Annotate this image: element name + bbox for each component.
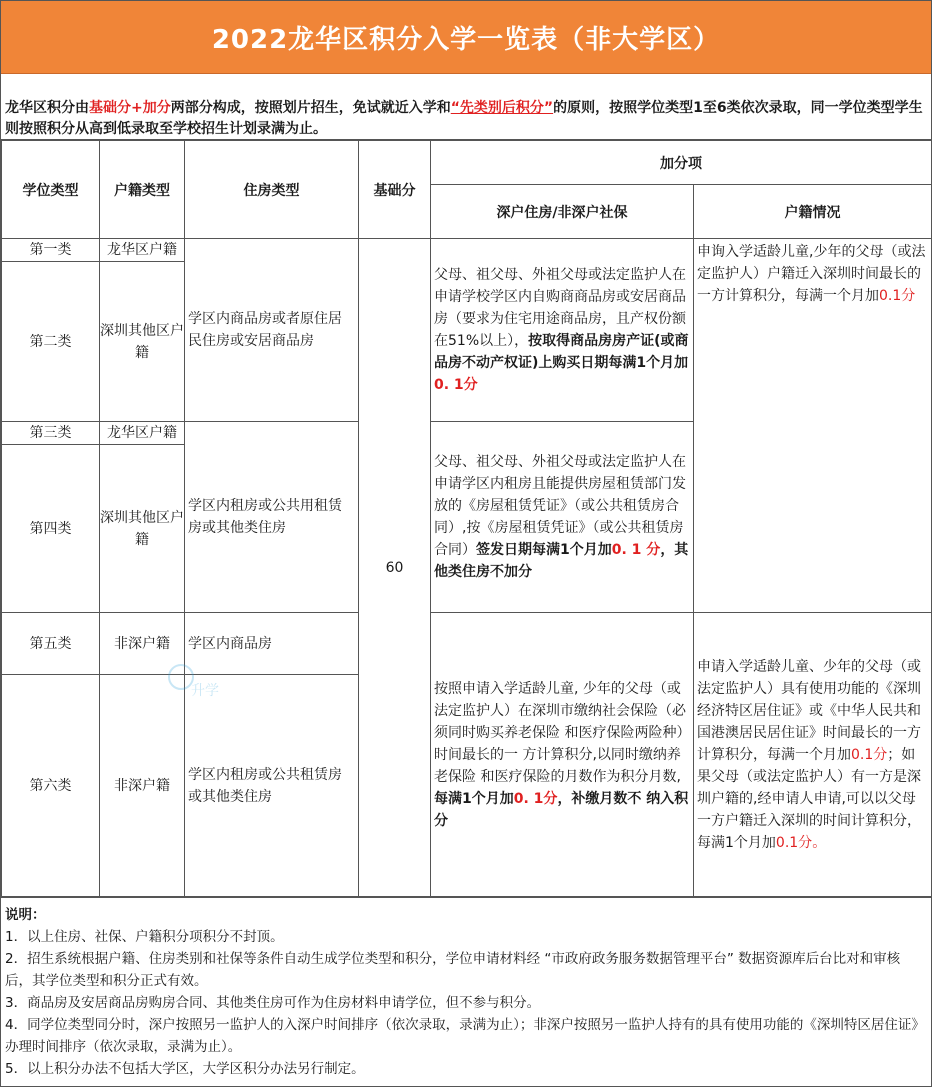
bonus-housing-b-text: 父母、祖父母、外祖父母或法定监护人在申请学区内租房且能提供房屋租赁部门发放的《房屋租赁凭证》（或公共租赁房合同）,按《房屋租赁凭证》（或公共租赁房合同）	[434, 454, 686, 558]
note-item: 4．同学位类型同分时，深户按照另一监护人的入深户时间排序（依次录取，录满为止）；非深户按照另一监护人持有的具有使用功能的《深圳特区居住证》办理时间排序（依次录取，录满为止）。	[5, 1017, 925, 1055]
housing-6: 学区内租房或公共租赁房或其他类住房	[185, 675, 359, 897]
bonus-housing-c-text: 按照申请入学适龄儿童, 少年的父母（或法定监护人）在深圳市缴纳社会保险（必须同时购买养老保险 和医疗保险两险种）时间最长的一 方计算积分,以同时缴纳养老保险 和医疗保险的月数作为积分月数,	[434, 680, 686, 785]
page-title: 2022龙华区积分入学一览表（非大学区）	[1, 1, 931, 74]
watermark-logo-icon	[161, 661, 231, 701]
bonus-housing-a	[431, 239, 694, 422]
header-school-type: 学位类型	[2, 141, 100, 239]
note-item: 5．以上积分办法不包括大学区，大学区积分办法另行制定。	[5, 1061, 365, 1077]
bonus-housing-a-value: 0. 1分	[434, 377, 478, 393]
bonus-housing-b	[431, 422, 694, 613]
admission-table	[1, 140, 932, 897]
note-item: 1．以上住房、社保、户籍积分项积分不封顶。	[5, 929, 284, 945]
intro-text-3: 的原则，按照学位类型1至6类依次录取，同一学位类型学生则按照积分从高到低录取至学校招生计划录满为止。	[5, 100, 923, 137]
intro-text-1: 龙华区积分由	[5, 100, 89, 116]
row5-hukou: 非深户籍	[100, 613, 185, 675]
bonus-housing-c	[431, 613, 694, 897]
intro-highlight-score: 基础分+加分	[89, 100, 171, 116]
bonus-hukou-b-text-2: ；如果父母（或法定监护人）有一方是深圳户籍的,经申请人申请,可以以父母一方户籍迁入深圳的时间计算积分， 每满1个月加	[697, 746, 921, 851]
bonus-hukou-b-text: 申请入学适龄儿童、少年的父母（或法定监护人）具有使用功能的《深圳经济特区居住证》或《中华人民共和国港澳居民居住证》时间最长的一方计算积分，每满一个月加	[697, 658, 921, 763]
bonus-hukou-a-value: 0.1分	[879, 288, 916, 304]
watermark-logo-text: 升学	[191, 683, 219, 699]
base-score: 60	[359, 239, 431, 897]
bonus-hukou-b-value-1: 0.1分	[851, 746, 888, 763]
bonus-housing-c-value: 0. 1分	[513, 790, 558, 807]
header-housing-type: 住房类型	[185, 141, 359, 239]
row1-type: 第一类	[2, 239, 100, 262]
bonus-hukou-b-end: 。	[812, 834, 827, 851]
bonus-hukou-b	[694, 613, 932, 897]
intro-paragraph	[1, 74, 931, 140]
bonus-housing-b-note: ，其他类住房不加分	[434, 542, 689, 580]
row3-hukou: 龙华区户籍	[100, 422, 185, 445]
row2-type: 第二类	[2, 262, 100, 422]
header-base-score: 基础分	[359, 141, 431, 239]
header-hukou-type: 户籍类型	[100, 141, 185, 239]
row6-type: 第六类	[2, 675, 100, 897]
note-item: 2．招生系统根据户籍、住房类别和社保等条件自动生成学位类型和积分，学位申请材料经 “市政府政务服务数据管理平台” 数据资源库后台比对和审核后，其学位类型和积分正式有效。	[5, 951, 901, 989]
note-item: 3．商品房及安居商品房购房合同、其他类住房可作为住房材料申请学位，但不参与积分。	[5, 995, 541, 1011]
header-bonus-hukou: 户籍情况	[694, 185, 932, 239]
header-bonus-housing: 深户住房/非深户社保	[431, 185, 694, 239]
row5-type: 第五类	[2, 613, 100, 675]
bonus-hukou-b-value-2: 0.1分	[775, 834, 813, 851]
intro-text-2: 两部分构成，按照划片招生，免试就近入学和	[170, 100, 451, 116]
notes-section	[1, 897, 931, 1086]
row3-type: 第三类	[2, 422, 100, 445]
row2-hukou: 深圳其他区户籍	[100, 262, 185, 422]
bonus-housing-c-rule: 每满1个月加	[434, 790, 514, 807]
bonus-housing-c-note: ，补缴月数不 纳入积分	[434, 790, 689, 829]
bonus-housing-b-value: 0. 1 分	[611, 542, 661, 558]
notes-title: 说明：	[5, 907, 46, 923]
row4-type: 第四类	[2, 445, 100, 613]
row1-hukou: 龙华区户籍	[100, 239, 185, 262]
housing-34: 学区内租房或公共用租赁房或其他类住房	[185, 422, 359, 613]
row4-hukou: 深圳其他区户籍	[100, 445, 185, 613]
bonus-housing-a-text: 父母、祖父母、外祖父母或法定监护人在申请学校学区内自购商商品房或安居商品房（要求为住宅用途商品房，且产权份额在51%以上），	[434, 267, 686, 349]
bonus-housing-b-rule: 签发日期每满1个月加	[476, 542, 612, 558]
housing-5: 学区内商品房	[185, 613, 359, 675]
bonus-housing-a-rule: 按取得商品房房产证(或商品房不动产权证)上购买日期每满1个月加	[434, 333, 689, 371]
housing-12: 学区内商品房或者原住居民住房或安居商品房	[185, 239, 359, 422]
bonus-hukou-a	[694, 239, 932, 613]
row6-hukou: 非深户籍	[100, 675, 185, 897]
header-bonus: 加分项	[431, 141, 932, 185]
intro-highlight-principle: “先类别后积分”	[450, 100, 554, 116]
bonus-hukou-a-text: 申询入学适龄儿童,少年的父母（或法定监护人）户籍迁入深圳时间最长的 一方计算积分，每满一个月加	[697, 244, 926, 304]
